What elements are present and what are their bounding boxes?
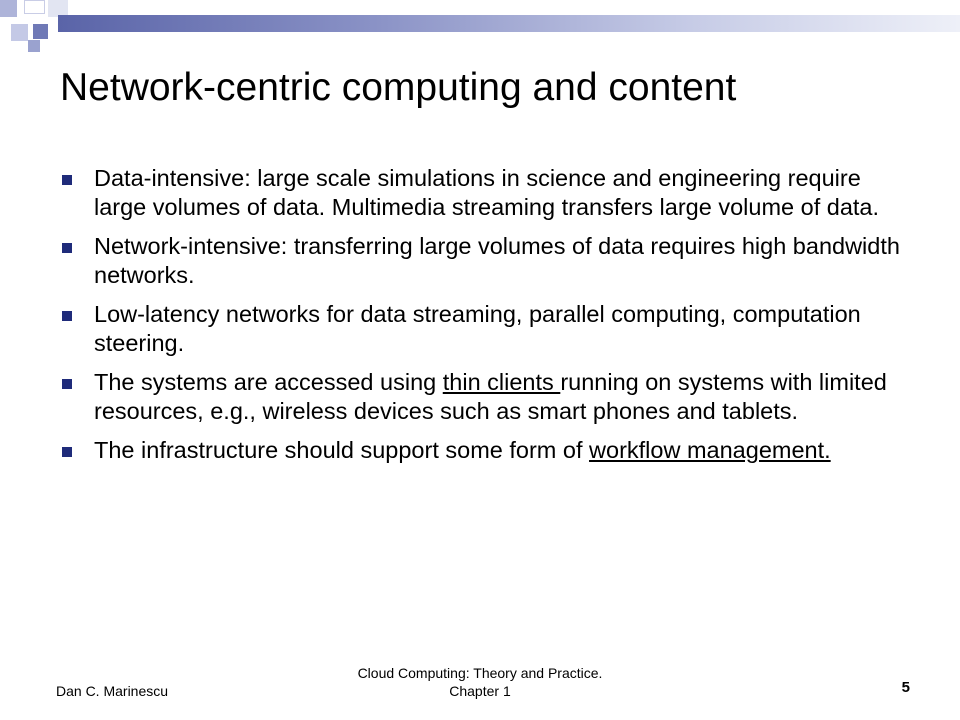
decor-square: [24, 0, 45, 14]
footer-book-title: [330, 664, 630, 700]
footer-author: Dan C. Marinescu: [56, 683, 169, 699]
workflow-management-link[interactable]: workflow management.: [589, 437, 831, 463]
bullet-item: [60, 164, 900, 222]
decor-square: [11, 24, 28, 41]
decor-square: [0, 0, 17, 17]
decor-square: [33, 24, 48, 39]
bullet-text: The infrastructure should support some form of: [94, 437, 590, 463]
bullet-item: [60, 436, 900, 465]
bullet-item: [60, 232, 900, 290]
square-bullet-icon: [62, 447, 72, 457]
bullet-text: Network-intensive: transferring large volumes of data requires high bandwidth networks.: [94, 233, 900, 288]
bullet-text: The systems are accessed using: [94, 369, 443, 395]
square-bullet-icon: [62, 243, 72, 253]
bullet-list: [60, 164, 900, 475]
top-accent-bar: [58, 15, 960, 32]
square-bullet-icon: [62, 175, 72, 185]
bullet-text: running on systems with limited resources, e.g., wireless devices such as smart phones and tablets.: [94, 369, 887, 424]
slide-title: Network-centric computing and content: [60, 66, 737, 109]
decor-square: [28, 40, 40, 52]
square-bullet-icon: [62, 379, 72, 389]
bullet-item: [60, 300, 900, 358]
thin-clients-link[interactable]: thin clients: [442, 369, 561, 395]
square-bullet-icon: [62, 311, 72, 321]
footer-book-line1: Cloud Computing: Theory and Practice.: [357, 665, 603, 681]
footer-book-line2: Chapter 1: [449, 683, 511, 699]
page-number: 5: [901, 679, 910, 696]
bullet-text: Data-intensive: large scale simulations in science and engineering require large volumes of data. Multimedia streaming transfers large volume of data.: [94, 165, 880, 220]
bullet-item: [60, 368, 900, 426]
bullet-text: Low-latency networks for data streaming, parallel computing, computation steering.: [94, 301, 861, 356]
